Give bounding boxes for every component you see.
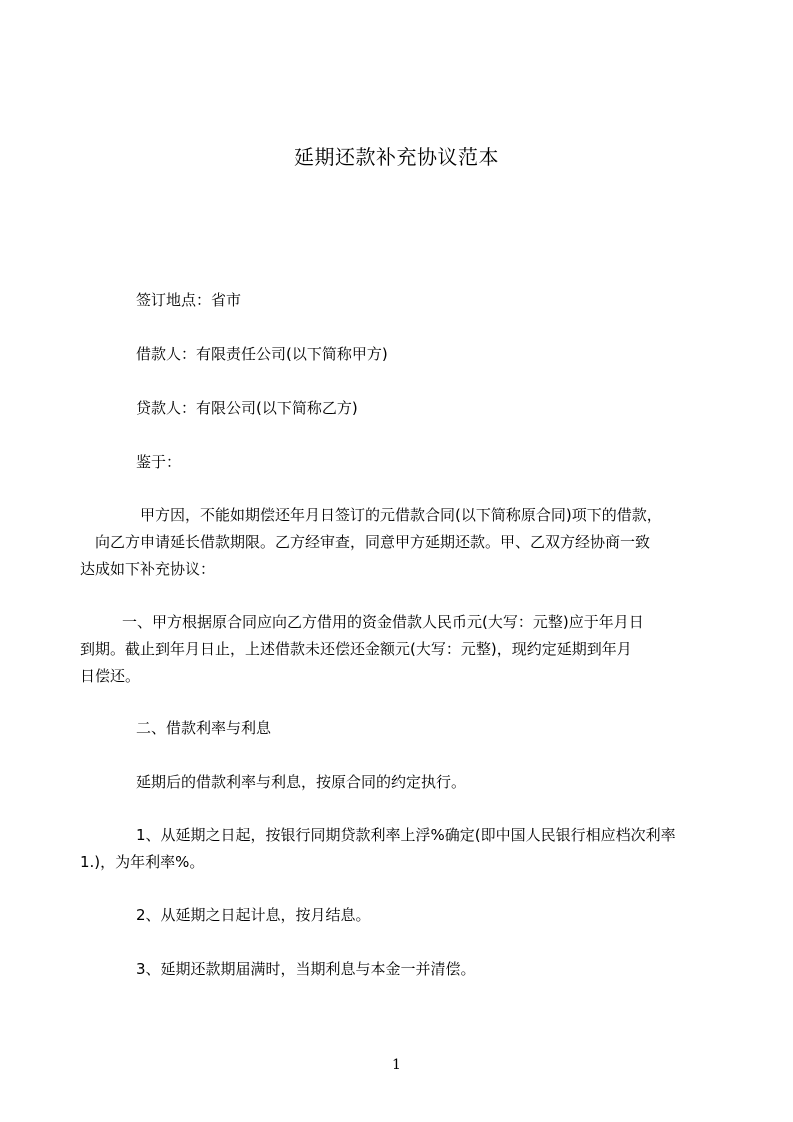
page-title: 延期还款补充协议范本: [294, 145, 499, 169]
clause-one-line: 到期。截止到年月日止，上述借款未还偿还金额元(大写：元整)，现约定延期到年月: [80, 640, 632, 658]
signing-place-line: 签订地点：省市: [136, 291, 242, 309]
clause-two-intro: 延期后的借款利率与利息，按原合同的约定执行。: [136, 773, 467, 791]
clause-one-line: 日偿还。: [80, 667, 141, 685]
item-one-line: 1、从延期之日起，按银行同期贷款利率上浮%确定(即中国人民银行相应档次利率: [136, 826, 676, 844]
item-two-line: 2、从延期之日起计息，按月结息。: [136, 906, 371, 924]
item-one-line: 1.)，为年利率%。: [80, 853, 205, 871]
whereas-line: 鉴于：: [136, 453, 182, 471]
paragraph-line: 甲方因，不能如期偿还年月日签订的元借款合同(以下简称原合同)项下的借款，: [140, 506, 662, 524]
item-three-line: 3、延期还款期届满时，当期利息与本金一并清偿。: [136, 960, 476, 978]
borrower-line: 借款人：有限责任公司(以下简称甲方): [136, 345, 388, 363]
lender-line: 贷款人：有限公司(以下简称乙方): [136, 399, 358, 417]
clause-one-line: 一、甲方根据原合同应向乙方借用的资金借款人民币元(大写：元整)应于年月日: [122, 613, 644, 631]
paragraph-line: 向乙方申请延长借款期限。乙方经审查，同意甲方延期还款。甲、乙双方经协商一致: [95, 533, 651, 551]
paragraph-line: 达成如下补充协议：: [80, 560, 216, 578]
clause-two-heading: 二、借款利率与利息: [136, 719, 272, 737]
page-number: 1: [392, 1057, 401, 1073]
